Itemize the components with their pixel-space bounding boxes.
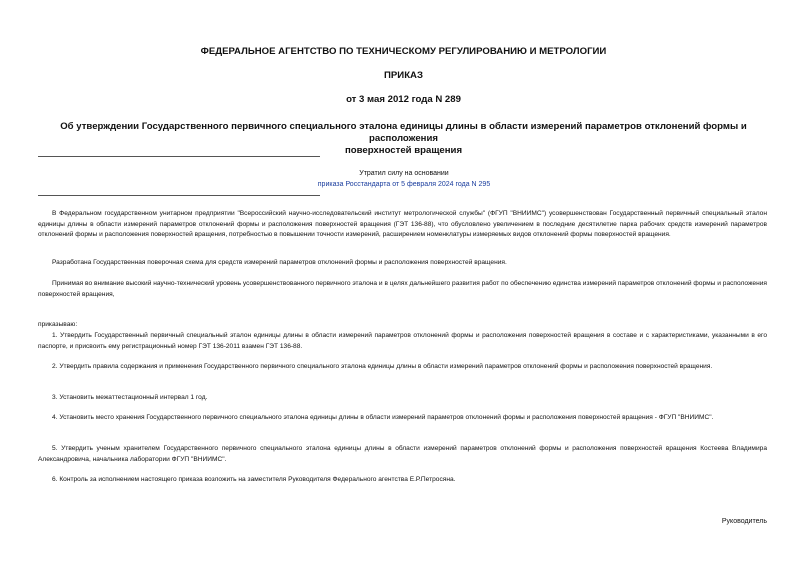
document-type: ПРИКАЗ: [384, 70, 423, 81]
bottom-divider: [38, 195, 320, 196]
document-date-number: от 3 мая 2012 года N 289: [346, 94, 461, 105]
order-item-1: 1. Утвердить Государственный первичный специальный эталон единицы длины в области измерений параметров отклонений формы и расположения поверхностей вращения в составе и с характеристиками, указанными в его паспорте, и присвоить ему регистрационный номер ГЭТ 136-2011 взамен ГЭТ 136-88.: [38, 332, 767, 350]
preamble-paragraph-3: Принимая во внимание высокий научно-технический уровень усовершенствованного первичного эталона и в целях дальнейшего развития работ по обеспечению единства измерений параметров отклонений формы и расположения поверхностей вращения,: [38, 280, 767, 298]
document-title-line2: поверхностей вращения: [344, 145, 463, 156]
order-item-5: 5. Утвердить ученым хранителем Государственного первичного специального эталона единицы длины в области измерений параметров отклонений формы и расположения поверхностей вращения Костеева Владимира Александровича, начальника лаборатории ФГУП "ВНИИМС".: [38, 445, 767, 463]
preamble-paragraph-2: Разработана Государственная поверочная схема для средств измерений параметров отклонений формы и расположения поверхностей вращения.: [52, 259, 507, 266]
lost-force-text: Утратил силу на основании: [359, 170, 449, 177]
order-item-2: 2. Утвердить правила содержания и применения Государственного первичного специального эталона единицы длины в области измерений параметров отклонений формы и расположения поверхностей вращения.: [52, 363, 713, 370]
order-item-4: 4. Установить место хранения Государственного первичного специального эталона единицы длины в области измерений параметров отклонений формы и расположения поверхностей вращения - ФГУП "ВНИИМС".: [52, 414, 714, 421]
agency-name: ФЕДЕРАЛЬНОЕ АГЕНТСТВО ПО ТЕХНИЧЕСКОМУ РЕГУЛИРОВАНИЮ И МЕТРОЛОГИИ: [200, 46, 607, 57]
document-title: [50, 121, 757, 157]
preamble-paragraph-1: В Федеральном государственном унитарном предприятии "Всероссийский научно-исследовательский институт метрологической службы" (ФГУП "ВНИИМС") усовершенствован Государственный первичный специальный эталон единицы длины в области измерений параметров отклонений формы и расположения поверхностей вращения (ГЭТ 136-88), что обусловлено увеличением в последние десятилетие парка рабочих средств измерений параметров отклонений формы и расположения поверхностей вращения, потребностью в повышении точности измерений, расширением номенклатуры измеряемых видов отклонений формы поверхностей вращения.: [38, 210, 767, 238]
basis-order-link[interactable]: приказа Росстандарта от 5 февраля 2024 года N 295: [317, 181, 491, 188]
order-item-6: 6. Контроль за исполнением настоящего приказа возложить на заместителя Руководителя Федерального агентства Е.Р.Петросяна.: [52, 476, 456, 483]
document-title-line1: Об утверждении Государственного первичного специального эталона единицы длины в области измерений параметров отклонений формы и расположения: [60, 121, 747, 144]
status-note: [300, 168, 508, 190]
signature-position: Руководитель: [721, 518, 767, 525]
top-divider: [38, 156, 320, 157]
order-word: приказываю:: [38, 321, 78, 328]
order-item-3: 3. Установить межаттестационный интервал 1 год.: [52, 394, 208, 401]
